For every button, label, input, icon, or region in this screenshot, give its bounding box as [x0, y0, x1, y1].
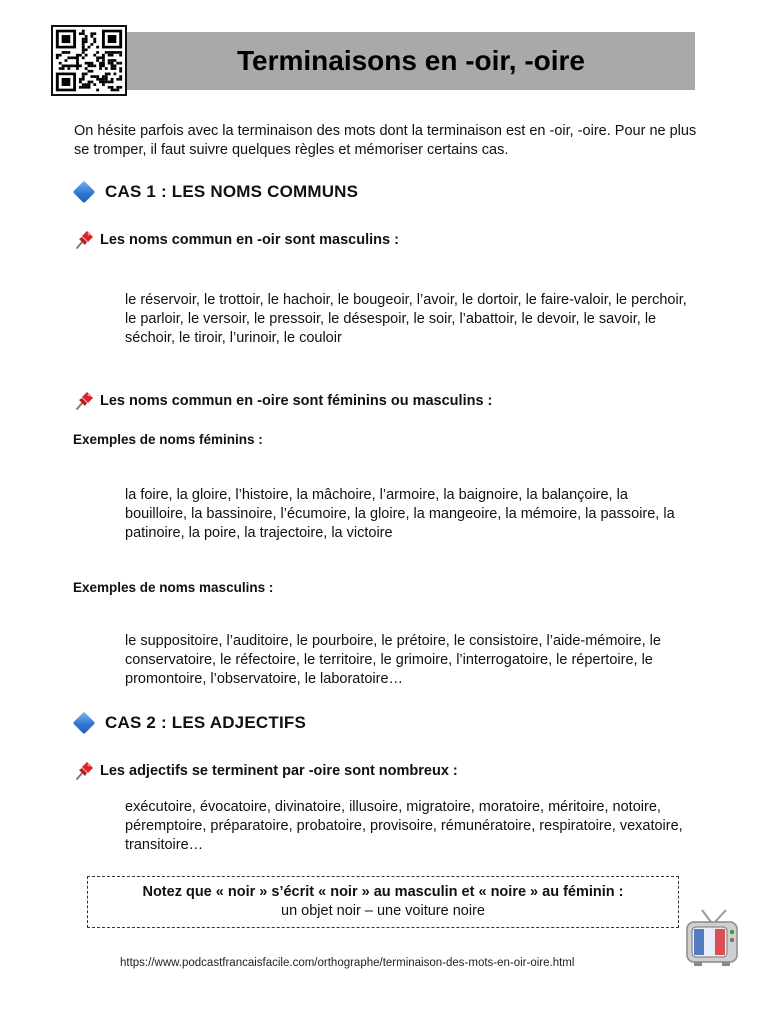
- section-heading-cas1: [73, 182, 358, 202]
- rule-heading-adjectives: [73, 760, 458, 782]
- tv-logo-icon: [684, 908, 742, 968]
- rule-heading-label: Les noms commun en -oir sont masculins :: [100, 232, 399, 248]
- blue-diamond-icon: [73, 181, 96, 204]
- rule-heading-label: Les noms commun en -oire sont féminins ou masculins :: [100, 393, 493, 409]
- title-banner: [127, 32, 695, 90]
- pushpin-icon: [73, 229, 95, 251]
- section-heading-cas2: [73, 713, 306, 733]
- word-list-adjectives: exécutoire, évocatoire, divinatoire, illusoire, migratoire, moratoire, méritoire, notoire, péremptoire, préparatoire, probatoire, provisoire, rémunératoire, respiratoire, vexatoire, transitoire…: [125, 799, 683, 853]
- feminine-examples-label: Exemples de noms féminins :: [73, 432, 263, 447]
- note-line-1: Notez que « noir » s’écrit « noir » au masculin et « noire » au féminin :: [142, 884, 624, 900]
- footer-url[interactable]: https://www.podcastfrancaisfacile.com/orthographe/terminaison-des-mots-en-oir-oire.html: [120, 957, 575, 969]
- note-line-2: un objet noir – une voiture noire: [281, 903, 485, 919]
- word-list-feminine: la foire, la gloire, l’histoire, la mâchoire, l’armoire, la baignoire, la balançoire, la bouilloire, la bassinoire, l’écumoire, la gloire, la mangeoire, la mémoire, la passoire, la patinoire, la poire, la trajectoire, la victoire: [125, 487, 675, 541]
- rule-heading-oir: [73, 229, 399, 251]
- pushpin-icon: [73, 390, 95, 412]
- rule-heading-label: Les adjectifs se terminent par -oire sont nombreux :: [100, 763, 458, 779]
- rule-heading-oire: [73, 390, 492, 412]
- pushpin-icon: [73, 760, 95, 782]
- section-heading-label: CAS 2 : LES ADJECTIFS: [105, 713, 306, 732]
- note-box: [87, 876, 679, 928]
- masculine-examples-label: Exemples de noms masculins :: [73, 580, 274, 595]
- intro-paragraph: On hésite parfois avec la terminaison des mots dont la terminaison est en -oir, -oire. Pour ne plus se tromper, il faut suivre quelques règles et mémoriser certains cas.: [74, 123, 697, 158]
- page-title: Terminaisons en -oir, -oire: [236, 45, 585, 76]
- blue-diamond-icon: [73, 712, 96, 735]
- word-list-masculine: le suppositoire, l’auditoire, le pourboire, le prétoire, le consistoire, l’aide-mémoire, le conservatoire, le réfectoire, le territoire, le grimoire, l’interrogatoire, le répertoire, le promontoire, l’observatoire, le laboratoire…: [125, 633, 661, 687]
- section-heading-label: CAS 1 : LES NOMS COMMUNS: [105, 182, 359, 201]
- word-list-oir: le réservoir, le trottoir, le hachoir, le bougeoir, l’avoir, le dortoir, le faire-valoir, le perchoir, le parloir, le versoir, le pressoir, le désespoir, le soir, l’abattoir, le devoir, le savoir, le séchoir, le tiroir, l’urinoir, le couloir: [125, 292, 687, 346]
- qr-code-icon: [51, 25, 127, 96]
